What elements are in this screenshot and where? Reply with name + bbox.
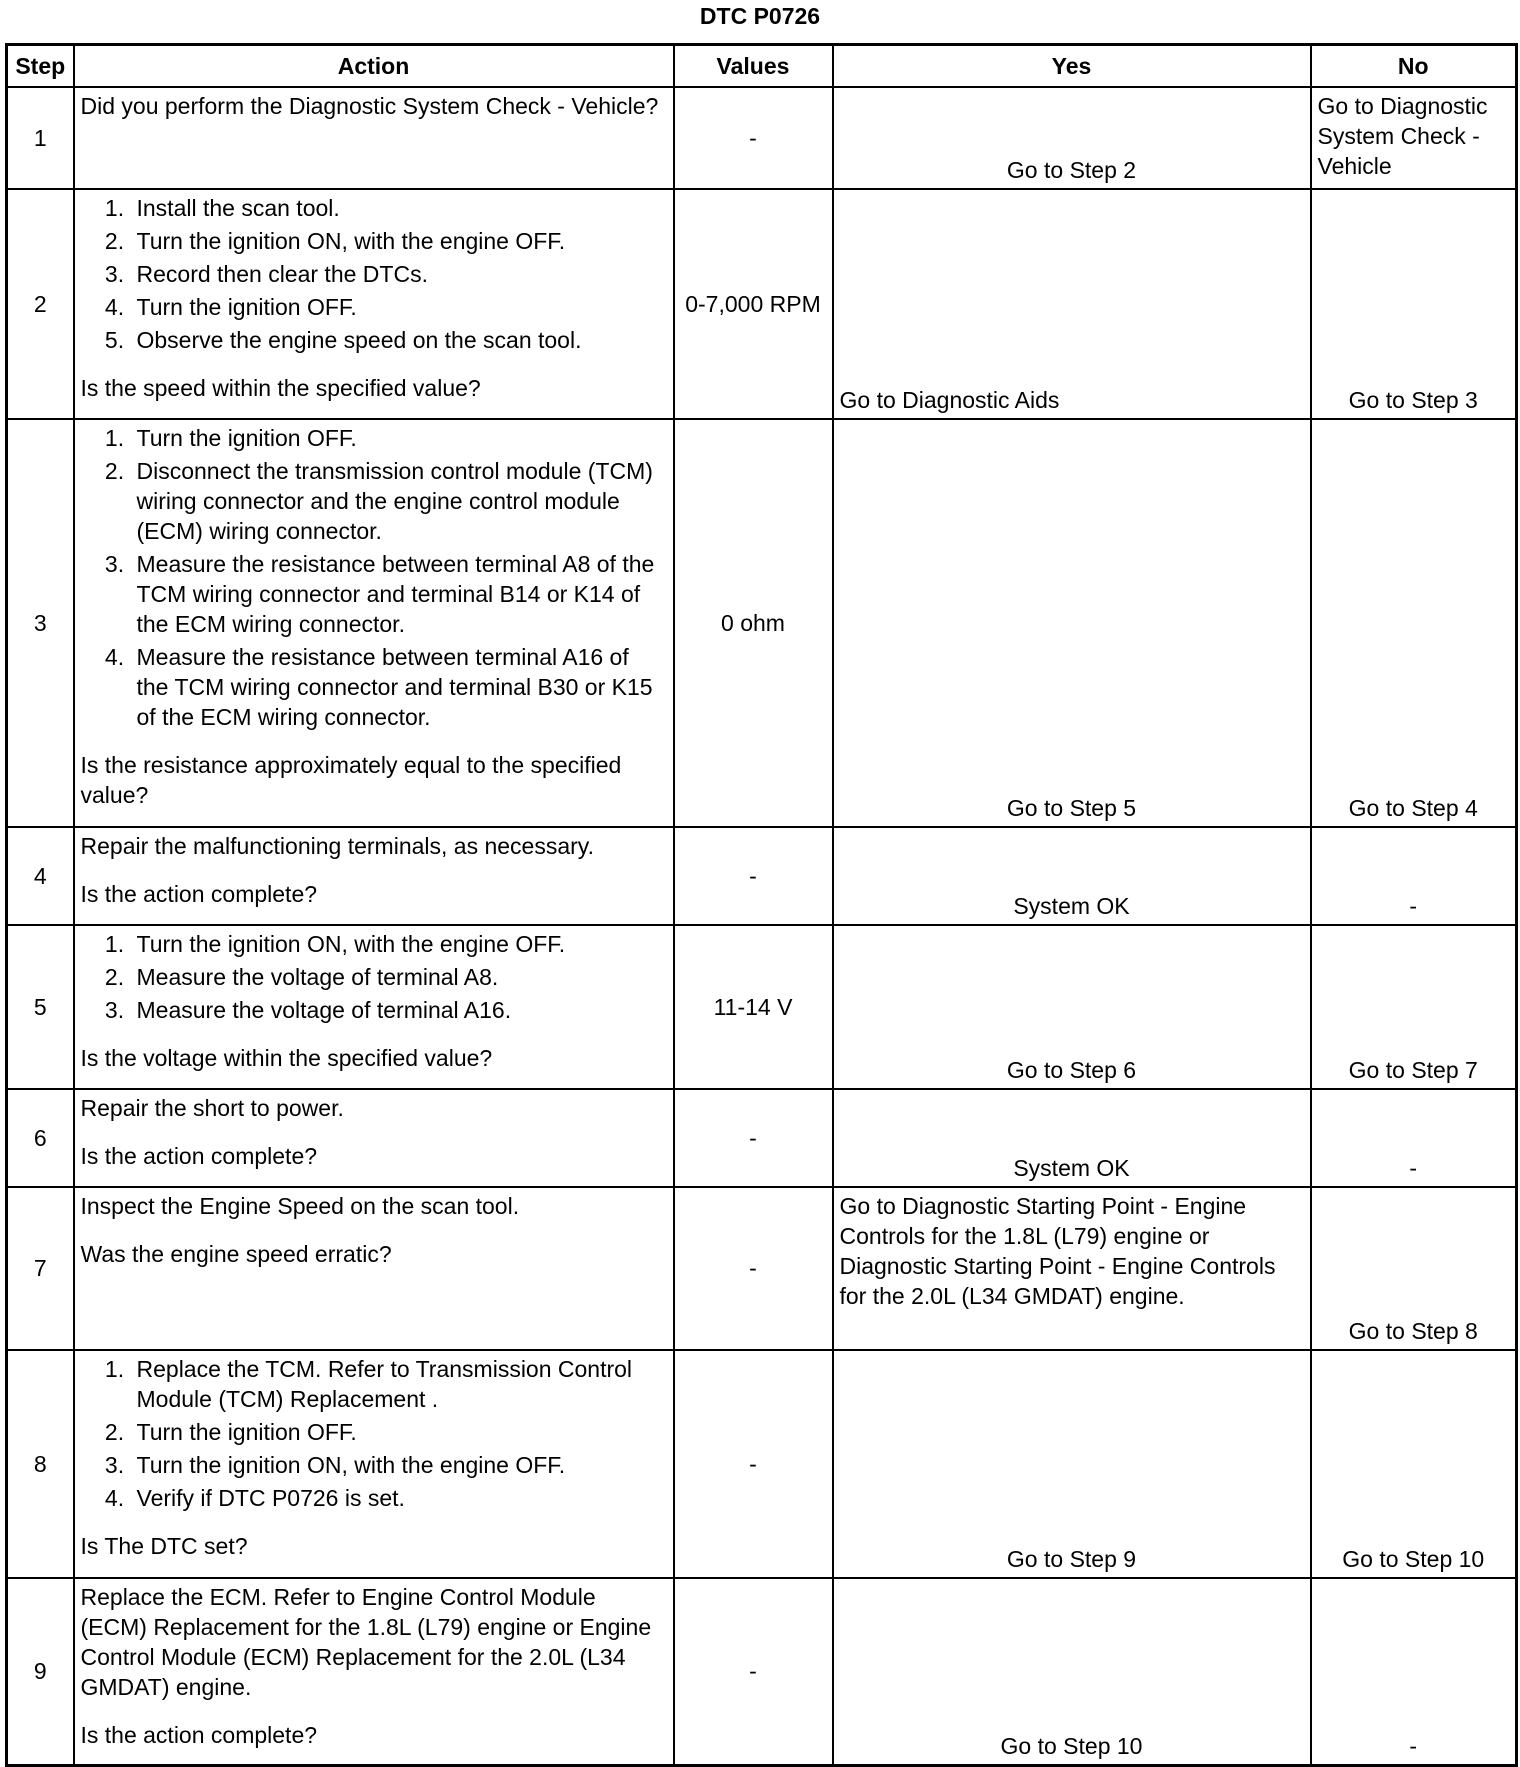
action-steps-list: [81, 1354, 667, 1513]
values-cell: 0 ohm: [674, 419, 833, 827]
yes-cell: System OK: [833, 827, 1311, 925]
action-cell: [74, 827, 674, 925]
step-number: 5: [7, 925, 74, 1089]
action-steps-list: [81, 929, 667, 1025]
values-cell: -: [674, 1578, 833, 1766]
yes-cell: Go to Step 5: [833, 419, 1311, 827]
document-title: DTC P0726: [699, 3, 821, 29]
action-step-item: 3. Measure the resistance between terminal A8 of the TCM wiring connector and terminal B14 or K14 of the ECM wiring connector.: [131, 549, 667, 639]
yes-cell: Go to Diagnostic Aids: [833, 189, 1311, 419]
action-cell: [74, 1350, 674, 1578]
header-yes: Yes: [833, 45, 1311, 87]
action-cell: [74, 419, 674, 827]
table-row-step-9: [7, 1578, 1517, 1766]
action-step-item: 3. Measure the voltage of terminal A16.: [131, 995, 667, 1025]
table-row-step-3: [7, 419, 1517, 827]
action-steps-list: [81, 423, 667, 732]
diagnostic-table: [5, 43, 1518, 1767]
header-step: Step: [7, 45, 74, 87]
values-cell: -: [674, 87, 833, 189]
action-cell: [74, 1089, 674, 1187]
values-cell: 11-14 V: [674, 925, 833, 1089]
yes-cell: Go to Diagnostic Starting Point - Engine Controls for the 1.8L (L79) engine or Diagnostic Starting Point - Engine Controls for the 2.0L (L34 GMDAT) engine.: [833, 1187, 1311, 1350]
yes-cell: Go to Step 6: [833, 925, 1311, 1089]
action-step-item: 1. Turn the ignition OFF.: [131, 423, 667, 453]
no-cell: Go to Step 3: [1311, 189, 1517, 419]
no-cell: -: [1311, 1578, 1517, 1766]
step-number: 1: [7, 87, 74, 189]
yes-cell: Go to Step 2: [833, 87, 1311, 189]
action-step-item: 2. Disconnect the transmission control module (TCM) wiring connector and the engine control module (ECM) wiring connector.: [131, 456, 667, 546]
no-cell: Go to Step 8: [1311, 1187, 1517, 1350]
action-cell: [74, 925, 674, 1089]
action-question: Is the speed within the specified value?: [80, 374, 481, 401]
step-number: 3: [7, 419, 74, 827]
no-cell: -: [1311, 1089, 1517, 1187]
step-number: 6: [7, 1089, 74, 1187]
action-step-item: 5. Observe the engine speed on the scan tool.: [131, 325, 667, 355]
action-step-item: 2. Turn the ignition OFF.: [131, 1417, 667, 1447]
action-cell: [74, 1187, 674, 1350]
step-number: 8: [7, 1350, 74, 1578]
table-row-step-4: [7, 827, 1517, 925]
values-cell: -: [674, 1187, 833, 1350]
values-cell: -: [674, 1350, 833, 1578]
table-row-step-1: [7, 87, 1517, 189]
action-steps-list: [81, 193, 667, 355]
action-question: Is the resistance approximately equal to the specified value?: [80, 751, 622, 808]
yes-cell: Go to Step 9: [833, 1350, 1311, 1578]
yes-cell: Go to Step 10: [833, 1578, 1311, 1766]
action-step-item: 4. Measure the resistance between terminal A16 of the TCM wiring connector and terminal B30 or K15 of the ECM wiring connector.: [131, 642, 667, 732]
step-number: 4: [7, 827, 74, 925]
action-step-item: 1. Install the scan tool.: [131, 193, 667, 223]
step-number: 9: [7, 1578, 74, 1766]
yes-cell: System OK: [833, 1089, 1311, 1187]
step-number: 7: [7, 1187, 74, 1350]
action-step-item: 1. Turn the ignition ON, with the engine OFF.: [131, 929, 667, 959]
header-no: No: [1311, 45, 1517, 87]
action-text: Inspect the Engine Speed on the scan tool.: [80, 1192, 520, 1219]
action-step-item: 4. Turn the ignition OFF.: [131, 292, 667, 322]
table-row-step-6: [7, 1089, 1517, 1187]
step-number: 2: [7, 189, 74, 419]
no-cell: Go to Step 7: [1311, 925, 1517, 1089]
action-step-item: 3. Turn the ignition ON, with the engine OFF.: [131, 1450, 667, 1480]
no-cell: Go to Step 4: [1311, 419, 1517, 827]
action-step-item: 3. Record then clear the DTCs.: [131, 259, 667, 289]
action-question: Was the engine speed erratic?: [80, 1240, 392, 1267]
values-cell: -: [674, 1089, 833, 1187]
action-cell: [74, 1578, 674, 1766]
action-cell: [74, 87, 674, 189]
action-question: Is the action complete?: [80, 1142, 318, 1169]
header-values: Values: [674, 45, 833, 87]
values-cell: -: [674, 827, 833, 925]
action-text: Did you perform the Diagnostic System Check - Vehicle?: [80, 92, 659, 119]
action-step-item: 1. Replace the TCM. Refer to Transmission Control Module (TCM) Replacement .: [131, 1354, 667, 1414]
action-cell: [74, 189, 674, 419]
action-step-item: 2. Measure the voltage of terminal A8.: [131, 962, 667, 992]
table-row-step-5: [7, 925, 1517, 1089]
table-row-step-8: [7, 1350, 1517, 1578]
no-cell: Go to Diagnostic System Check - Vehicle: [1311, 87, 1517, 189]
action-question: Is the voltage within the specified value?: [80, 1044, 493, 1071]
action-step-item: 2. Turn the ignition ON, with the engine OFF.: [131, 226, 667, 256]
values-cell: 0-7,000 RPM: [674, 189, 833, 419]
no-cell: -: [1311, 827, 1517, 925]
table-row-step-2: [7, 189, 1517, 419]
header-row: [7, 45, 1517, 87]
action-text: Replace the ECM. Refer to Engine Control Module (ECM) Replacement for the 1.8L (L79) engine or Engine Control Module (ECM) Replacement for the 2.0L (L34 GMDAT) engine.: [80, 1583, 652, 1700]
action-question: Is the action complete?: [80, 880, 318, 907]
no-cell: Go to Step 10: [1311, 1350, 1517, 1578]
header-action: Action: [74, 45, 674, 87]
action-question: Is The DTC set?: [80, 1532, 248, 1559]
action-text: Repair the malfunctioning terminals, as necessary.: [80, 832, 594, 859]
action-step-item: 4. Verify if DTC P0726 is set.: [131, 1483, 667, 1513]
table-row-step-7: [7, 1187, 1517, 1350]
action-text: Repair the short to power.: [80, 1094, 344, 1121]
action-question: Is the action complete?: [80, 1721, 318, 1748]
